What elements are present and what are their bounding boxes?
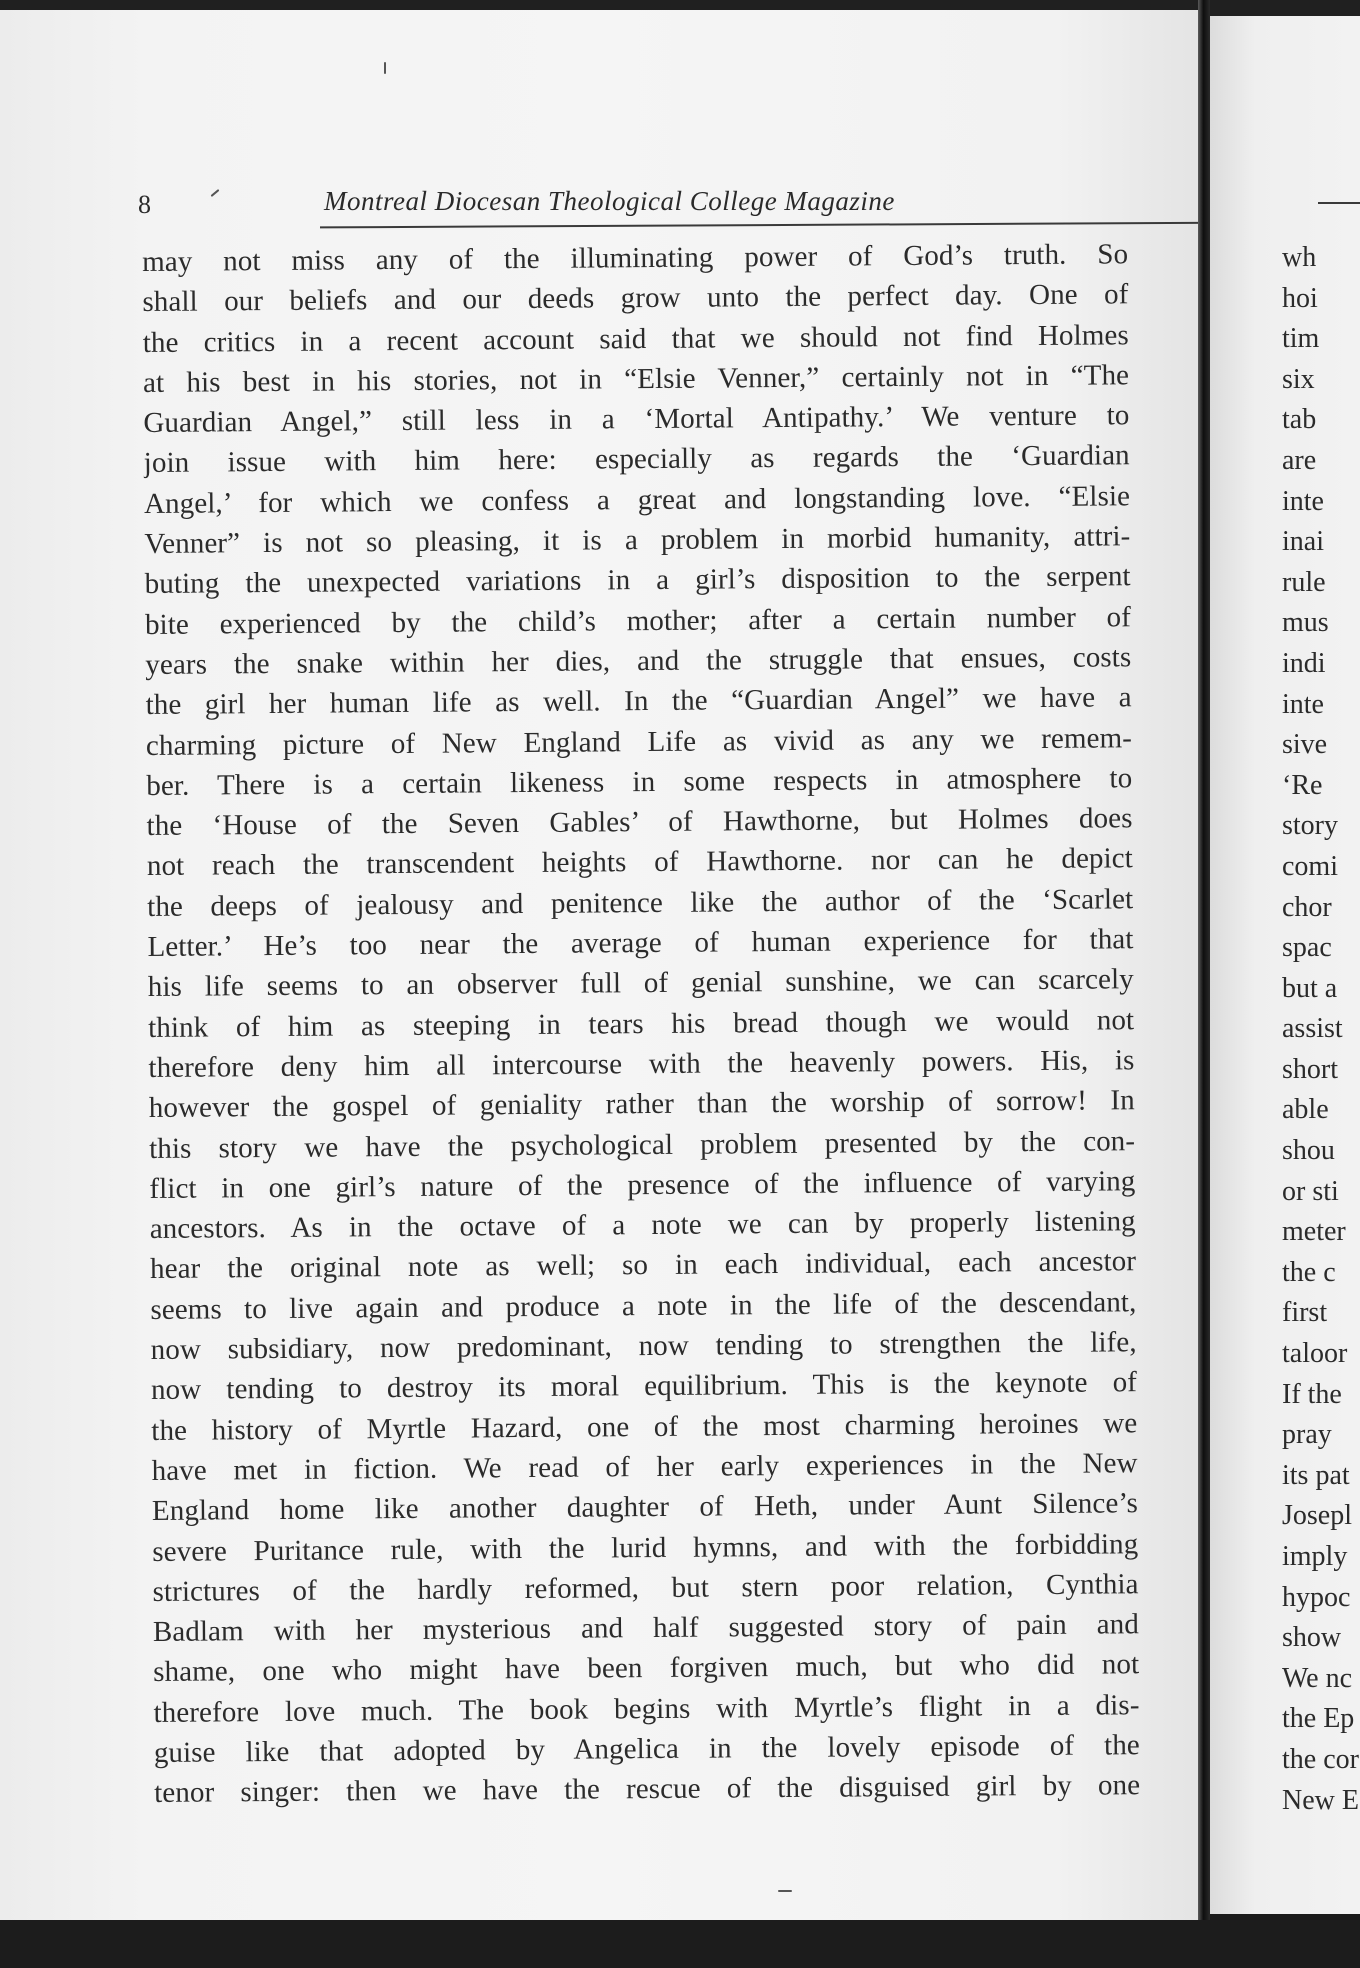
right-text-fragment: tim (1282, 323, 1320, 355)
text-line: not reach the transcendent heights of Hawthorne. nor can he depict (146, 842, 1133, 883)
right-text-fragment: spac (1282, 932, 1332, 964)
right-text-fragment: imply (1282, 1541, 1348, 1572)
body-text (142, 234, 1140, 1813)
right-page-text (1282, 238, 1360, 1821)
text-line: now subsidiary, now predominant, now tending to strengthen the life, (150, 1326, 1137, 1366)
text-line: strictures of the hardly reformed, but stern poor relation, Cynthia (152, 1568, 1139, 1608)
text-line: at his best in his stories, not in “Elsie Venner,” certainly not in “The (142, 359, 1130, 399)
text-line: Badlam with her mysterious and half suggested story of pain and (152, 1608, 1140, 1649)
right-text-fragment: chor (1282, 891, 1332, 923)
right-text-fragment: show (1282, 1622, 1342, 1654)
right-text-fragment: pray (1282, 1419, 1332, 1451)
text-line: Venner” is not so pleasing, it is a problem in morbid humanity, attri- (144, 520, 1131, 561)
right-text-fragment: If the (1282, 1378, 1342, 1410)
text-line: shame, one who might have been forgiven much, but who did not (153, 1648, 1140, 1689)
scan-speck (778, 1890, 792, 1892)
text-line: therefore deny him all intercourse with the heavenly powers. His, is (148, 1044, 1135, 1084)
text-line: the critics in a recent account said that we should not find Holmes (142, 318, 1129, 359)
right-text-fragment: sive (1282, 729, 1328, 761)
text-line: years the snake within her dies, and the struggle that ensues, costs (145, 641, 1132, 681)
book-gutter (1198, 0, 1210, 1930)
running-title: Montreal Diocesan Theological College Magazine (324, 186, 895, 216)
text-line: his life seems to an observer full of genial sunshine, we can scarcely (147, 963, 1134, 1004)
right-text-fragment: the Ep (1282, 1703, 1355, 1735)
right-text-fragment: ‘Re (1282, 769, 1323, 801)
text-line: ber. There is a certain likeness in some respects in atmosphere to (146, 762, 1133, 802)
scan-bottom-border (0, 1920, 1360, 1968)
right-page (1210, 16, 1360, 1914)
text-line: hear the original note as well; so in each individual, each ancestor (149, 1245, 1137, 1286)
text-line: the girl her human life as well. In the “Guardian Angel” we have a (145, 681, 1132, 722)
right-text-fragment: assist (1282, 1013, 1343, 1045)
text-line: the ‘House of the Seven Gables’ of Hawthorne, but Holmes does (146, 802, 1133, 843)
right-text-fragment: inte (1282, 688, 1324, 720)
right-text-fragment: tab (1282, 404, 1317, 436)
right-text-fragment: indi (1282, 647, 1326, 679)
text-line: bite experienced by the child’s mother; after a certain number of (144, 600, 1132, 641)
text-line: have met in fiction. We read of her early experiences in the New (151, 1447, 1138, 1487)
right-header-rule (1318, 202, 1360, 204)
text-line: may not miss any of the illuminating power of God’s truth. So (142, 238, 1129, 278)
right-text-fragment: or sti (1282, 1175, 1339, 1207)
scan-speck (384, 62, 386, 74)
right-text-fragment: inai (1282, 526, 1324, 558)
text-line: this story we have the psychological problem presented by the con- (148, 1124, 1136, 1165)
text-line: buting the unexpected variations in a girl’s disposition to the serpent (144, 560, 1131, 601)
right-text-fragment: comi (1282, 850, 1338, 882)
text-line: flict in one girl’s nature of the presence of the influence of varying (149, 1165, 1136, 1205)
right-text-fragment: We nc (1282, 1662, 1353, 1694)
text-line: now tending to destroy its moral equilibrium. This is the keynote of (150, 1366, 1138, 1407)
text-line: Letter.’ He’s too near the average of human experience for that (147, 923, 1134, 964)
right-text-fragment: meter (1282, 1216, 1346, 1248)
right-text-fragment: mus (1282, 607, 1329, 639)
right-text-fragment: taloor (1282, 1338, 1348, 1370)
right-text-fragment: six (1282, 363, 1315, 395)
text-line: think of him as steeping in tears his bread though we would not (148, 1003, 1135, 1044)
page-number: 8 (138, 190, 151, 219)
right-text-fragment: inte (1282, 485, 1324, 517)
right-text-fragment: story (1282, 810, 1338, 842)
text-line: the history of Myrtle Hazard, one of the most charming heroines we (151, 1406, 1138, 1447)
text-line: severe Puritance rule, with the lurid hymns, and with the forbidding (152, 1527, 1139, 1568)
right-text-fragment: short (1282, 1053, 1338, 1085)
text-line: the deeps of jealousy and penitence like the author of the ‘Scarlet (147, 882, 1134, 923)
text-line: however the gospel of geniality rather than the worship of sorrow! In (148, 1084, 1135, 1125)
right-text-fragment: but a (1282, 972, 1338, 1004)
text-line: therefore love much. The book begins with Myrtle’s flight in a dis- (153, 1688, 1140, 1729)
text-line: Angel,’ for which we confess a great and longstanding love. “Elsie (143, 480, 1131, 520)
page-header (138, 186, 1108, 226)
right-text-fragment: first (1282, 1297, 1328, 1329)
right-text-fragment: hypoc (1282, 1581, 1351, 1613)
right-text-fragment: able (1282, 1094, 1329, 1126)
right-text-fragment: Josepl (1282, 1500, 1352, 1532)
text-line: join issue with him here: especially as regards the ‘Guardian (143, 439, 1130, 480)
text-line: shall our beliefs and our deeds grow unto the perfect day. One of (142, 278, 1129, 319)
right-text-fragment: the c (1282, 1256, 1336, 1288)
right-text-fragment: hoi (1282, 282, 1318, 314)
right-text-fragment: shou (1282, 1135, 1335, 1167)
text-line: tenor singer: then we have the rescue of the disguised girl by one (154, 1769, 1141, 1810)
right-text-fragment: New E (1282, 1784, 1359, 1816)
right-text-fragment: rule (1282, 566, 1326, 598)
text-line: charming picture of New England Life as vivid as any we remem- (145, 721, 1133, 762)
right-text-fragment: are (1282, 444, 1317, 476)
text-line: England home like another daughter of Heth, under Aunt Silence’s (151, 1487, 1139, 1528)
right-text-fragment: wh (1282, 242, 1317, 273)
right-text-fragment: the cor (1282, 1743, 1359, 1775)
text-line: ancestors. As in the octave of a note we can by properly listening (149, 1205, 1136, 1246)
text-line: seems to live again and produce a note in the life of the descendant, (150, 1285, 1137, 1326)
text-line: guise like that adopted by Angelica in the lovely episode of the (153, 1729, 1140, 1769)
right-text-fragment: its pat (1282, 1459, 1350, 1491)
text-line: Guardian Angel,” still less in a ‘Mortal Antipathy.’ We venture to (143, 399, 1130, 440)
